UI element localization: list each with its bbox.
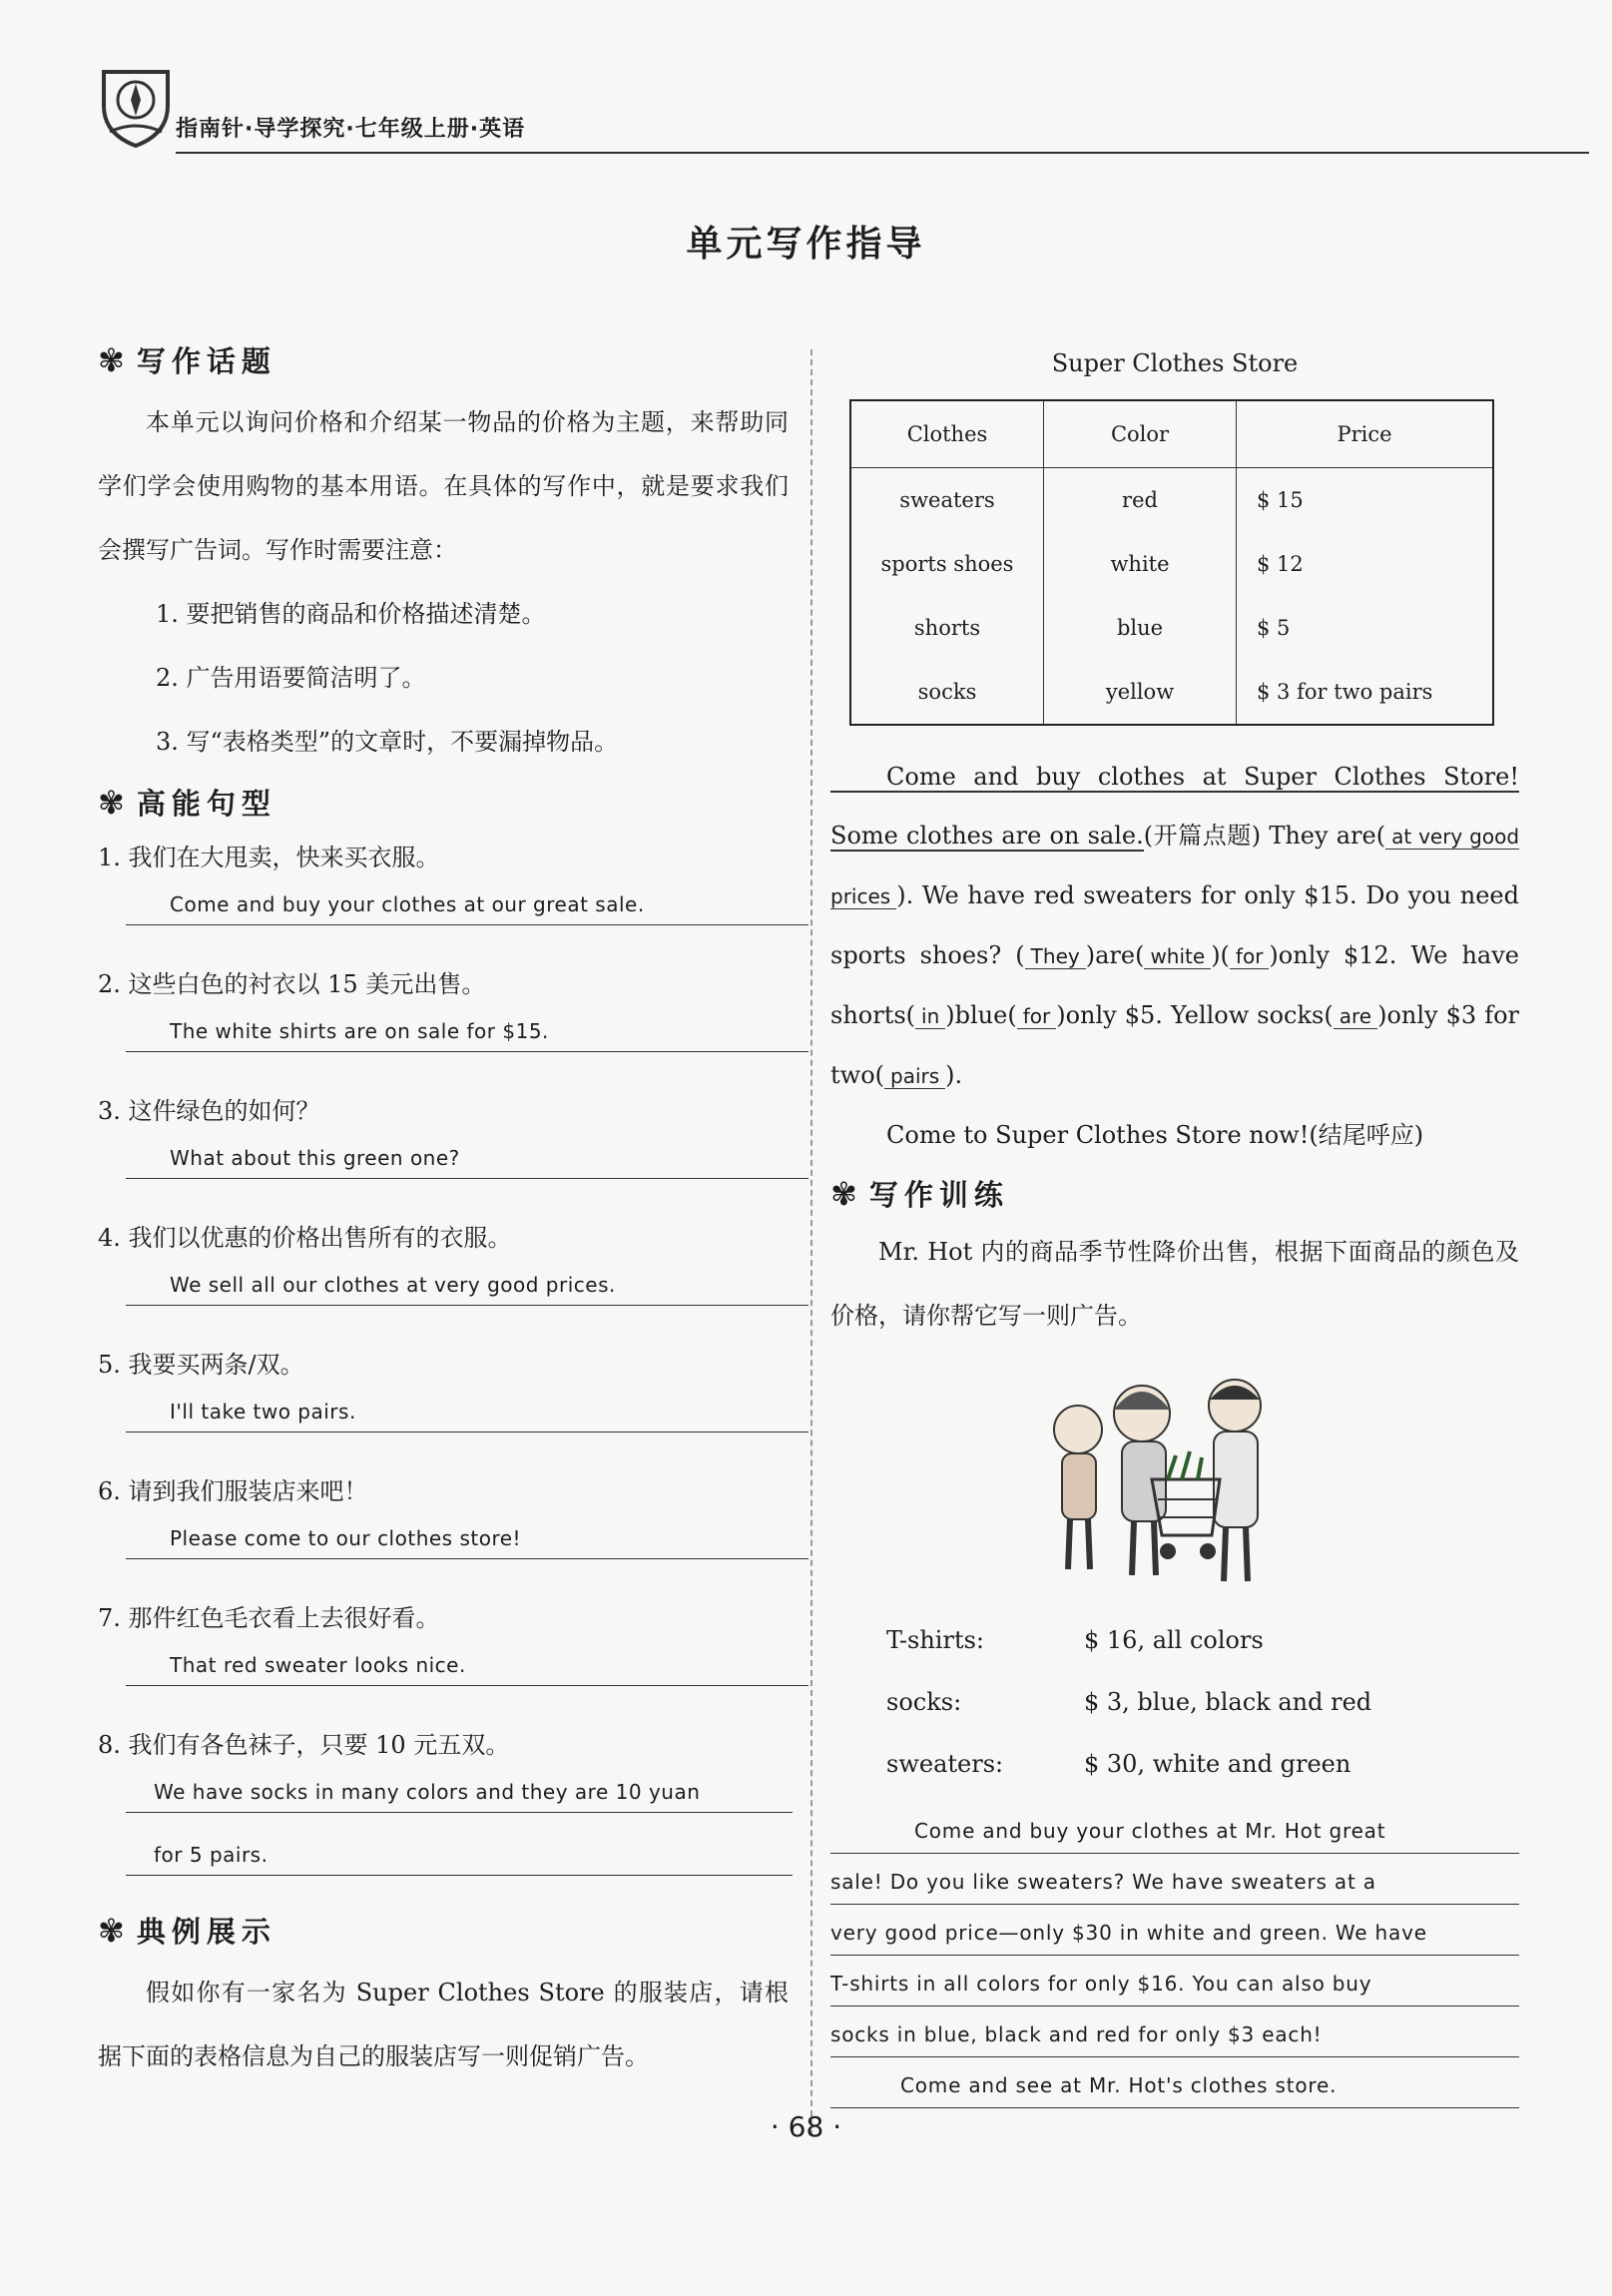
table-cell: sweaters	[899, 488, 995, 512]
sentence-prompt: 6. 请到我们服装店来吧！	[98, 1477, 368, 1505]
sample-text: ). We have red sweaters for only $15. Do you need sports shoes? (	[830, 881, 1519, 969]
header-rule	[176, 152, 1589, 154]
table-row	[850, 660, 1493, 725]
answer-line: T-shirts in all colors for only $16. You can also buy	[830, 1956, 1519, 2007]
right-column	[830, 339, 1519, 2108]
sample-text: )only $5. Yellow socks(	[1056, 1001, 1334, 1029]
sample-text: Come and buy clothes at Super Clothes Store!	[830, 763, 1519, 793]
table-row	[850, 468, 1493, 533]
sample-text: )only $12. We have shorts(	[830, 941, 1519, 1029]
sample-text: )(	[1211, 941, 1230, 969]
item-name: socks:	[886, 1688, 962, 1716]
table-cell: $ 15	[1237, 468, 1494, 533]
answer-line: very good price—only $30 in white and green. We have	[830, 1905, 1519, 1956]
price-table	[849, 399, 1494, 726]
sample-text: )only $3 for two(	[830, 1001, 1520, 1089]
blank-answer: white	[1144, 944, 1211, 969]
item-row	[830, 1609, 1519, 1671]
sentence-answer: Please come to our clothes store!	[126, 1516, 808, 1559]
flower-icon: ✾	[98, 340, 131, 379]
blank-answer: They	[1025, 944, 1086, 969]
sample-text: Come to Super Clothes Store now!	[886, 1121, 1310, 1149]
blank-answer: for	[1230, 944, 1270, 969]
blank-answer: for	[1017, 1004, 1057, 1029]
item-detail: $ 3, blue, black and red	[1084, 1688, 1372, 1716]
answer-lines	[830, 1803, 1519, 2108]
item-name: sweaters:	[886, 1750, 1004, 1778]
sentence-answer: We have socks in many colors and they are 10 yuan	[126, 1770, 793, 1813]
answer-line: socks in blue, black and red for only $3 each!	[830, 2007, 1519, 2057]
sentence-prompt: 1. 我们在大甩卖，快来买衣服。	[98, 844, 440, 871]
heading-text: 典例展示	[136, 1915, 276, 1949]
table-cell: yellow	[1044, 660, 1237, 725]
sentence-list	[98, 833, 789, 1876]
sentence-prompt: 3. 这件绿色的如何？	[98, 1097, 320, 1125]
topic-point: 3. 写“表格类型”的文章时，不要漏掉物品。	[156, 728, 619, 756]
sentence-prompt: 4. 我们以优惠的价格出售所有的衣服。	[98, 1224, 512, 1252]
topic-point: 2. 广告用语要简洁明了。	[156, 664, 426, 692]
example-task: 假如你有一家名为 Super Clothes Store 的服装店，请根据下面的表格信息为自己的服装店写一则促销广告。	[98, 1979, 789, 2070]
header-title: 指南针·导学探究·七年级上册·英语	[176, 117, 526, 142]
answer-line: sale! Do you like sweaters? We have sweaters at a	[830, 1854, 1519, 1905]
table-cell: $ 3 for two pairs	[1237, 660, 1494, 725]
sample-text: They are(	[1269, 822, 1386, 850]
blank-answer: are	[1334, 1004, 1377, 1029]
sample-note: (开篇点题)	[1143, 822, 1262, 850]
table-cell: white	[1044, 532, 1237, 596]
item-name: T-shirts:	[886, 1626, 984, 1654]
table-cell: sports shoes	[880, 552, 1014, 576]
item-row	[830, 1671, 1519, 1733]
table-header-row	[850, 400, 1493, 468]
sample-note: (结尾呼应)	[1309, 1121, 1424, 1149]
sentence-answer: I'll take two pairs.	[126, 1390, 808, 1433]
answer-line: Come and buy your clothes at Mr. Hot great	[830, 1803, 1519, 1854]
sentence-answer: The white shirts are on sale for $15.	[126, 1009, 808, 1052]
sample-text: Some clothes are on sale.	[830, 822, 1144, 850]
sentence-prompt: 7. 那件红色毛衣看上去很好看。	[98, 1604, 440, 1632]
blank-answer: pairs	[884, 1064, 945, 1089]
sentence-answer: Come and buy your clothes at our great sale.	[126, 882, 808, 925]
sentence-answer: That red sweater looks nice.	[126, 1643, 808, 1686]
table-cell: $ 5	[1237, 596, 1494, 660]
table-header-cell: Clothes	[850, 400, 1044, 468]
sample-text: )are(	[1085, 941, 1145, 969]
table-cell: red	[1044, 468, 1237, 533]
answer-line: Come and see at Mr. Hot's clothes store.	[830, 2057, 1519, 2108]
page-number: · 68 ·	[770, 2110, 842, 2143]
table-row	[850, 532, 1493, 596]
page-title: 单元写作指导	[686, 224, 926, 265]
store-table-title: Super Clothes Store	[1051, 349, 1299, 377]
sentence-prompt: 8. 我们有各色袜子，只要 10 元五双。	[98, 1731, 510, 1759]
column-divider	[810, 349, 812, 2136]
training-prompt: Mr. Hot 内的商品季节性降价出售，根据下面商品的颜色及价格，请你帮它写一则广告。	[830, 1238, 1519, 1330]
item-detail: $ 16, all colors	[1084, 1626, 1264, 1654]
sample-passage	[830, 748, 1519, 1106]
blank-answer: in	[915, 1004, 945, 1029]
section-heading-topic	[98, 339, 789, 380]
section-heading-sentences	[98, 782, 789, 823]
flower-icon: ✾	[830, 1174, 863, 1213]
flower-icon: ✾	[98, 1911, 131, 1950]
heading-text: 写作话题	[136, 344, 276, 378]
heading-text: 写作训练	[868, 1178, 1009, 1212]
heading-text: 高能句型	[136, 787, 276, 821]
table-header-cell: Price	[1237, 400, 1494, 468]
section-heading-training	[830, 1173, 1519, 1214]
item-list	[830, 1609, 1519, 1795]
topic-point: 1. 要把销售的商品和价格描述清楚。	[156, 600, 546, 628]
sample-text: ).	[945, 1061, 963, 1089]
table-cell: socks	[917, 680, 977, 704]
sentence-prompt: 2. 这些白色的衬衣以 15 美元出售。	[98, 970, 486, 998]
sample-closing	[830, 1106, 1519, 1165]
page-header	[60, 40, 1537, 158]
kids-shopping-illustration	[1030, 1370, 1290, 1599]
left-column	[98, 339, 789, 2088]
sample-text: )blue(	[945, 1001, 1017, 1029]
topic-intro: 本单元以询问价格和介绍某一物品的价格为主题，来帮助同学们学会使用购物的基本用语。在具体的写作中，就是要求我们会撰写广告词。写作时需要注意：	[98, 408, 789, 564]
table-row	[850, 596, 1493, 660]
item-row	[830, 1733, 1519, 1795]
table-cell: blue	[1044, 596, 1237, 660]
sentence-answer-cont: for 5 pairs.	[126, 1833, 793, 1876]
table-cell: shorts	[913, 616, 981, 640]
compass-logo-icon	[90, 60, 182, 152]
sentence-answer: What about this green one?	[126, 1136, 808, 1179]
table-header-cell: Color	[1044, 400, 1237, 468]
section-heading-example	[98, 1910, 789, 1951]
item-detail: $ 30, white and green	[1084, 1750, 1351, 1778]
table-cell: $ 12	[1237, 532, 1494, 596]
blank-answer: at very good prices	[830, 825, 1520, 908]
sentence-prompt: 5. 我要买两条/双。	[98, 1351, 304, 1379]
flower-icon: ✾	[98, 783, 131, 822]
sentence-answer: We sell all our clothes at very good prices.	[126, 1263, 808, 1306]
